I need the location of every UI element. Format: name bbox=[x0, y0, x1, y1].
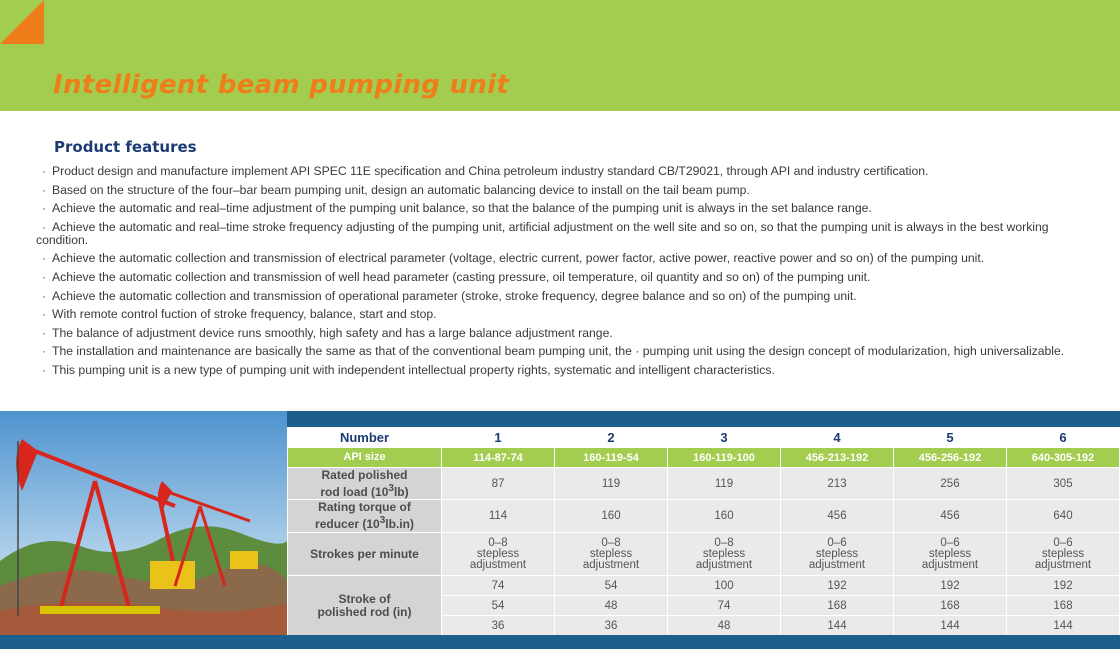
torque-cell: 160 bbox=[555, 500, 668, 533]
spm-range: 0–8 bbox=[601, 536, 621, 549]
spm-mode: stepless bbox=[928, 547, 972, 560]
feature-item bbox=[36, 271, 1082, 284]
features-heading: Product features bbox=[54, 138, 197, 156]
rated-load-cell: 119 bbox=[668, 468, 781, 500]
bullet-icon: · bbox=[41, 164, 47, 178]
api-size-cell: 160-119-54 bbox=[555, 448, 668, 468]
stroke-cell: 168 bbox=[1007, 596, 1120, 616]
feature-item bbox=[36, 345, 1082, 358]
rated-load-cell: 305 bbox=[1007, 468, 1120, 500]
table-top-band bbox=[287, 411, 1120, 427]
rated-load-cell: 87 bbox=[442, 468, 555, 500]
stroke-label-line2: polished rod (in) bbox=[317, 604, 412, 619]
spm-range: 0–8 bbox=[714, 536, 734, 549]
bullet-icon: · bbox=[41, 362, 47, 377]
api-size-cell: 456-213-192 bbox=[781, 448, 894, 468]
rated-load-label-line2: rod load (10 bbox=[320, 484, 389, 499]
feature-text: Achieve the automatic collection and transmission of well head parameter (casting pressure, oil temperature, oil quantity and so on) of the pumping unit. bbox=[52, 269, 871, 284]
torque-exponent: 3 bbox=[379, 515, 386, 526]
stroke-cell: 144 bbox=[781, 616, 894, 636]
rated-load-label bbox=[288, 468, 442, 500]
feature-item bbox=[36, 221, 1082, 247]
stroke-cell: 48 bbox=[555, 596, 668, 616]
stroke-cell: 192 bbox=[781, 576, 894, 596]
spm-range: 0–6 bbox=[827, 536, 847, 549]
spm-mode-2: adjustment bbox=[695, 558, 753, 571]
spm-range: 0–6 bbox=[940, 536, 960, 549]
page-title: Intelligent beam pumping unit bbox=[53, 70, 510, 100]
number-cell: 4 bbox=[781, 428, 894, 448]
feature-text: With remote control fuction of stroke frequency, balance, start and stop. bbox=[52, 307, 437, 322]
rated-load-cell: 213 bbox=[781, 468, 894, 500]
stroke-cell: 100 bbox=[668, 576, 781, 596]
spm-mode-2: adjustment bbox=[808, 558, 866, 571]
number-cell: 1 bbox=[442, 428, 555, 448]
stroke-cell: 168 bbox=[894, 596, 1007, 616]
feature-text: Achieve the automatic and real–time adjustment of the pumping unit balance, so that the balance of the pumping unit is always in the set balance range. bbox=[52, 201, 872, 216]
spm-cell bbox=[555, 533, 668, 576]
bullet-icon: · bbox=[41, 288, 47, 303]
feature-text: This pumping unit is a new type of pumping unit with independent intellectual property rights, systematic and intelligent characteristics. bbox=[52, 362, 775, 377]
torque-cell: 456 bbox=[781, 500, 894, 533]
api-size-cell: 640-305-192 bbox=[1007, 448, 1120, 468]
feature-text: The installation and maintenance are basically the same as that of the conventional beam pumping unit, the · pumping unit using the design concept of modularization, high universalizable. bbox=[52, 344, 1065, 359]
spm-mode: stepless bbox=[702, 547, 746, 560]
stroke-cell: 36 bbox=[442, 616, 555, 636]
torque-unit: lb.in) bbox=[385, 517, 414, 531]
bullet-icon: · bbox=[41, 182, 47, 197]
features-list bbox=[36, 165, 1082, 383]
api-size-cell: 114-87-74 bbox=[442, 448, 555, 468]
feature-text: Achieve the automatic collection and transmission of electrical parameter (voltage, electric current, power factor, active power, reactive power and so on) of the pumping unit. bbox=[52, 251, 985, 266]
feature-text: Achieve the automatic and real–time stroke frequency adjusting of the pumping unit, artificial adjustment on the well site and so on, so that the pumping unit is always in the best working condition. bbox=[36, 219, 1049, 247]
bullet-icon: · bbox=[41, 344, 47, 359]
number-cell: 6 bbox=[1007, 428, 1120, 448]
spm-mode-2: adjustment bbox=[1034, 558, 1092, 571]
api-size-cell: 160-119-100 bbox=[668, 448, 781, 468]
feature-item bbox=[36, 364, 1082, 377]
spm-mode-2: adjustment bbox=[921, 558, 979, 571]
spm-cell bbox=[781, 533, 894, 576]
stroke-cell: 54 bbox=[442, 596, 555, 616]
pumpjack-photo bbox=[0, 411, 287, 635]
stroke-cell: 48 bbox=[668, 616, 781, 636]
api-size-cell: 456-256-192 bbox=[894, 448, 1007, 468]
feature-text: Based on the structure of the four–bar beam pumping unit, design an automatic balancing device to install on the tail beam pump. bbox=[52, 182, 750, 197]
number-label: Number bbox=[288, 428, 442, 448]
feature-item bbox=[36, 165, 1082, 178]
stroke-cell: 192 bbox=[1007, 576, 1120, 596]
torque-row bbox=[288, 500, 1120, 533]
stroke-cell: 168 bbox=[781, 596, 894, 616]
number-cell: 3 bbox=[668, 428, 781, 448]
feature-text: The balance of adjustment device runs smoothly, high safety and has a large balance adjustment range. bbox=[52, 325, 613, 340]
api-size-row bbox=[288, 448, 1120, 468]
feature-item bbox=[36, 327, 1082, 340]
feature-item bbox=[36, 290, 1082, 303]
rated-load-cell: 256 bbox=[894, 468, 1007, 500]
spm-range: 0–6 bbox=[1053, 536, 1073, 549]
bullet-icon: · bbox=[41, 219, 47, 234]
spm-range: 0–8 bbox=[488, 536, 508, 549]
torque-label bbox=[288, 500, 442, 533]
bullet-icon: · bbox=[41, 269, 47, 284]
stroke-cell: 144 bbox=[1007, 616, 1120, 636]
bullet-icon: · bbox=[41, 325, 47, 340]
stroke-cell: 144 bbox=[894, 616, 1007, 636]
rated-load-unit: lb) bbox=[393, 484, 409, 499]
stroke-label-line1: Stroke of bbox=[338, 591, 391, 606]
api-size-label: API size bbox=[288, 448, 442, 468]
spm-mode: stepless bbox=[815, 547, 859, 560]
spm-label: Strokes per minute bbox=[288, 533, 442, 576]
feature-item bbox=[36, 308, 1082, 321]
spm-mode: stepless bbox=[476, 547, 520, 560]
torque-cell: 114 bbox=[442, 500, 555, 533]
torque-cell: 456 bbox=[894, 500, 1007, 533]
bullet-icon: · bbox=[41, 201, 47, 216]
feature-text: Achieve the automatic collection and transmission of operational parameter (stroke, stroke frequency, degree balance and so on) of the pumping unit. bbox=[52, 288, 857, 303]
stroke-cell: 192 bbox=[894, 576, 1007, 596]
footer-band bbox=[0, 635, 1120, 649]
spm-mode: stepless bbox=[589, 547, 633, 560]
torque-label-line1: Rating torque of bbox=[318, 500, 411, 514]
spm-mode-2: adjustment bbox=[469, 558, 527, 571]
torque-cell: 640 bbox=[1007, 500, 1120, 533]
spm-row bbox=[288, 533, 1120, 576]
corner-triangle bbox=[0, 0, 44, 44]
feature-item bbox=[36, 184, 1082, 197]
stroke-cell: 74 bbox=[668, 596, 781, 616]
spm-mode-2: adjustment bbox=[582, 558, 640, 571]
stroke-label bbox=[288, 576, 442, 636]
stroke-row bbox=[288, 576, 1120, 596]
stroke-cell: 36 bbox=[555, 616, 668, 636]
rated-load-label-line1: Rated polished bbox=[321, 467, 408, 482]
feature-item bbox=[36, 252, 1082, 265]
feature-text: Product design and manufacture implement API SPEC 11E specification and China petroleum industry standard CB/T29021, through API and industry certification. bbox=[52, 164, 929, 178]
spm-mode: stepless bbox=[1041, 547, 1085, 560]
header-banner bbox=[0, 0, 1120, 111]
torque-cell: 160 bbox=[668, 500, 781, 533]
spm-cell bbox=[668, 533, 781, 576]
number-cell: 2 bbox=[555, 428, 668, 448]
bullet-icon: · bbox=[41, 251, 47, 266]
rated-load-row bbox=[288, 468, 1120, 500]
rated-load-exponent: 3 bbox=[388, 482, 394, 494]
number-cell: 5 bbox=[894, 428, 1007, 448]
spm-cell bbox=[442, 533, 555, 576]
spm-cell bbox=[1007, 533, 1120, 576]
number-row bbox=[288, 428, 1120, 448]
spec-table bbox=[287, 427, 1120, 636]
rated-load-cell: 119 bbox=[555, 468, 668, 500]
bullet-icon: · bbox=[41, 307, 47, 322]
stroke-cell: 54 bbox=[555, 576, 668, 596]
torque-label-line2: reducer (10 bbox=[315, 517, 380, 531]
stroke-cell: 74 bbox=[442, 576, 555, 596]
spm-cell bbox=[894, 533, 1007, 576]
feature-item bbox=[36, 202, 1082, 215]
